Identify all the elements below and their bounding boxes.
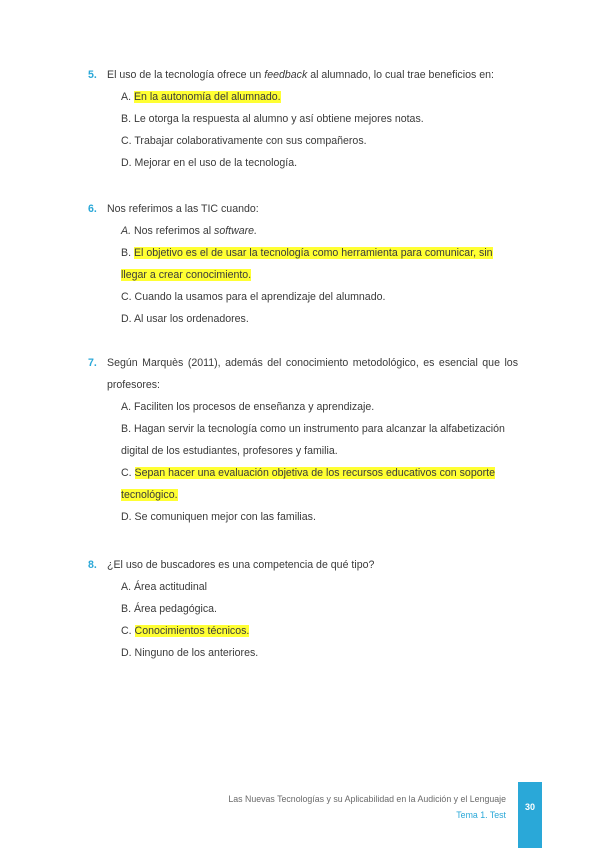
highlighted-answer: Conocimientos técnicos. [134,625,250,637]
option-b: B. Área pedagógica. [121,603,218,615]
footer-section: Tema 1. Test [456,810,506,820]
question-number: 7. [88,357,97,369]
option-a: A. Faciliten los procesos de enseñanza y aprendizaje. [121,401,375,413]
question-text: Según Marquès (2011), además del conocimiento metodológico, es esencial que los profesores: [107,357,518,391]
question-5 [88,64,518,174]
question-text: Nos referimos a las TIC cuando: [107,203,259,215]
option-c: C. Trabajar colaborativamente con sus compañeros. [121,135,367,147]
options-list [121,576,518,664]
page-number-tab [518,782,542,848]
question-6 [88,198,518,330]
question-7 [88,352,518,528]
footer-course-title: Las Nuevas Tecnologías y su Aplicabilidad en la Audición y el Lenguaje [228,794,506,804]
options-list [121,220,518,330]
question-8 [88,554,518,664]
option-b: B. El objetivo es el de usar la tecnología como herramienta para comunicar, sin llegar a crear conocimiento. [121,247,493,281]
question-text: El uso de la tecnología ofrece un feedback al alumnado, lo cual trae beneficios en: [107,69,494,81]
option-c: C. Conocimientos técnicos. [121,625,250,637]
highlighted-answer: Sepan hacer una evaluación objetiva de los recursos educativos con soporte tecnológico. [121,467,495,501]
option-d: D. Ninguno de los anteriores. [121,647,259,659]
question-text: ¿El uso de buscadores es una competencia de qué tipo? [107,559,375,571]
highlighted-answer: El objetivo es el de usar la tecnología como herramienta para comunicar, sin llegar a crear conocimiento. [121,247,493,281]
option-b: B. Le otorga la respuesta al alumno y así obtiene mejores notas. [121,113,424,125]
options-list [121,396,518,528]
options-list [121,86,518,174]
highlighted-answer: En la autonomía del alumnado. [133,91,281,103]
option-d: D. Se comuniquen mejor con las familias. [121,511,316,523]
option-c: C. Cuando la usamos para el aprendizaje del alumnado. [121,291,386,303]
option-d: D. Al usar los ordenadores. [121,313,249,325]
option-b: B. Hagan servir la tecnología como un instrumento para alcanzar la alfabetización digital de los estudiantes, profesores y familia. [121,423,505,457]
option-a: A. Nos referimos al software. [121,225,258,237]
question-number: 5. [88,69,97,81]
option-a: A. Área actitudinal [121,581,207,593]
option-c: C. Sepan hacer una evaluación objetiva de los recursos educativos con soporte tecnológico. [121,467,495,501]
page-number: 30 [524,802,535,812]
option-d: D. Mejorar en el uso de la tecnología. [121,157,298,169]
option-a: A. En la autonomía del alumnado. [121,91,281,103]
question-number: 6. [88,203,97,215]
question-number: 8. [88,559,97,571]
